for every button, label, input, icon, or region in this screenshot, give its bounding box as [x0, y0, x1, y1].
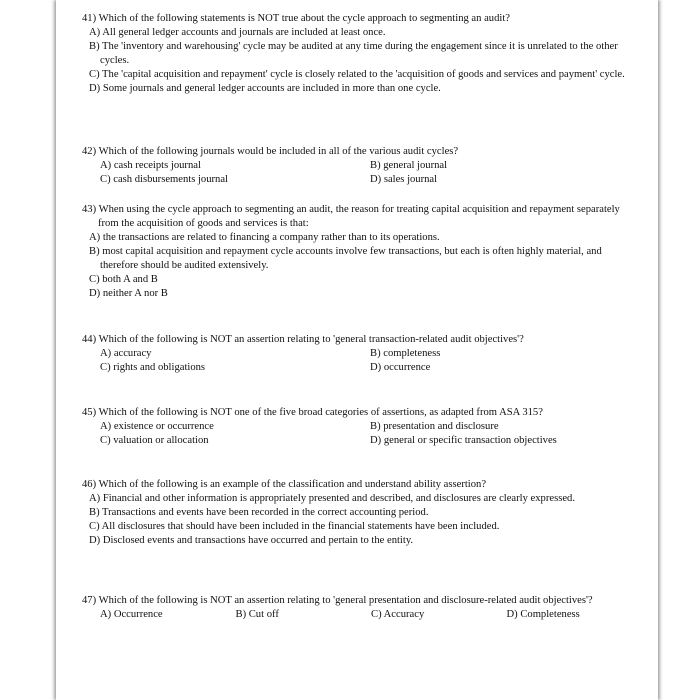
question-42-option-a: A) cash receipts journal	[100, 160, 201, 171]
question-43-option-b: B) most capital acquisition and repayment cycle accounts involve few transactions, but each is often highly material, and therefore should be audited extensively.	[89, 246, 602, 271]
question-45-option-c: C) valuation or allocation	[100, 435, 209, 446]
document-page	[56, 0, 658, 700]
question-42-text: 42) Which of the following journals would be included in all of the various audit cycles?	[82, 146, 459, 157]
question-43-option-a: A) the transactions are related to financing a company rather than to its operations.	[89, 232, 440, 243]
question-44-option-c: C) rights and obligations	[100, 362, 206, 373]
question-41-option-b: B) The 'inventory and warehousing' cycle may be audited at any time during the engagement since it is unrelated to the other cycles.	[89, 41, 618, 66]
question-46-option-c: C) All disclosures that should have been included in the financial statements have been included.	[89, 521, 500, 532]
question-44-option-a: A) accuracy	[100, 348, 152, 359]
question-45-text: 45) Which of the following is NOT one of the five broad categories of assertions, as adapted from ASA 315?	[82, 407, 543, 418]
question-47-option-d: D) Completeness	[506, 609, 580, 620]
question-45	[82, 406, 642, 448]
question-47-option-b: B) Cut off	[235, 609, 279, 620]
question-41-option-d: D) Some journals and general ledger accounts are included in more than one cycle.	[89, 83, 441, 94]
question-44-option-d: D) occurrence	[370, 362, 431, 373]
question-43-option-d: D) neither A nor B	[89, 288, 168, 299]
question-45-option-d: D) general or specific transaction objectives	[370, 435, 557, 446]
question-43-option-c: C) both A and B	[89, 274, 158, 285]
question-42-option-b: B) general journal	[370, 160, 448, 171]
question-42	[82, 145, 642, 187]
question-45-option-b: B) presentation and disclosure	[370, 421, 499, 432]
question-42-option-d: D) sales journal	[370, 174, 438, 185]
question-47-option-a: A) Occurrence	[100, 609, 163, 620]
question-47-text: 47) Which of the following is NOT an assertion relating to 'general presentation and disclosure-related audit objectives'?	[82, 595, 593, 606]
question-43-text: 43) When using the cycle approach to segmenting an audit, the reason for treating capital acquisition and repayment separately from the acquisition of goods and services is that:	[82, 204, 620, 229]
question-45-option-a: A) existence or occurrence	[100, 421, 214, 432]
question-46-option-a: A) Financial and other information is appropriately presented and described, and disclosures are clearly expressed.	[89, 493, 575, 504]
question-44-text: 44) Which of the following is NOT an assertion relating to 'general transaction-related audit objectives'?	[82, 334, 524, 345]
question-43	[82, 203, 642, 301]
question-46-option-b: B) Transactions and events have been recorded in the correct accounting period.	[89, 507, 429, 518]
question-47	[82, 594, 642, 622]
question-41	[82, 12, 642, 96]
question-46-text: 46) Which of the following is an example of the classification and understand ability assertion?	[82, 479, 487, 490]
question-47-option-c: C) Accuracy	[371, 609, 425, 620]
question-44	[82, 333, 642, 375]
question-41-text: 41) Which of the following statements is NOT true about the cycle approach to segmenting an audit?	[82, 13, 510, 24]
question-44-option-b: B) completeness	[370, 348, 441, 359]
question-41-option-c: C) The 'capital acquisition and repayment' cycle is closely related to the 'acquisition of goods and services and payment' cycle.	[89, 69, 625, 80]
question-41-option-a: A) All general ledger accounts and journals are included at least once.	[89, 27, 386, 38]
question-42-option-c: C) cash disbursements journal	[100, 174, 228, 185]
question-46-option-d: D) Disclosed events and transactions have occurred and pertain to the entity.	[89, 535, 414, 546]
question-46	[82, 478, 642, 548]
